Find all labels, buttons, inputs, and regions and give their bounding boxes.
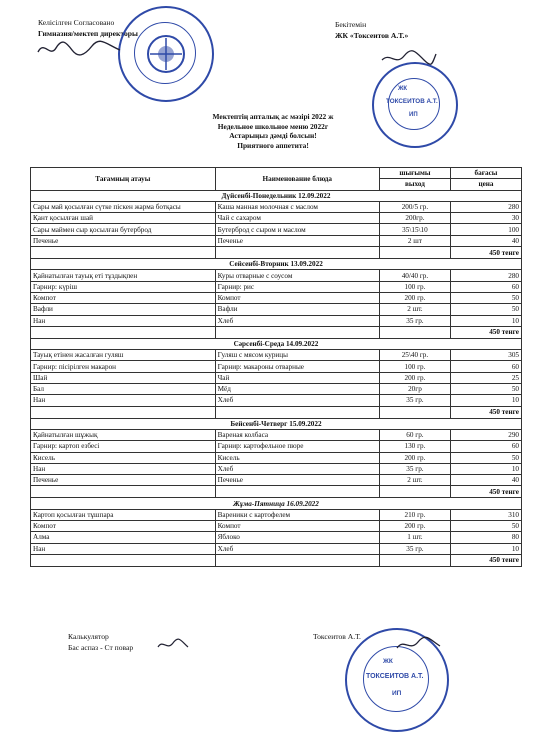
dish-kk: Бал: [31, 384, 216, 395]
day-total-row: [31, 326, 522, 338]
footer-chef: Бас аспаз - Ст повар: [68, 643, 134, 652]
dish-price: 50: [450, 304, 521, 315]
day-total-row: [31, 247, 522, 259]
dish-output: 35 гр.: [379, 543, 450, 554]
day-header-row: [31, 498, 522, 509]
dish-ru: Бутерброд с сыром и маслом: [215, 224, 379, 235]
day-total-row: [31, 554, 522, 566]
stamp-top-ip: ИП: [409, 112, 418, 118]
dish-price: 80: [450, 532, 521, 543]
dish-output: 25\40 гр.: [379, 350, 450, 361]
dish-ru: Кисель: [215, 452, 379, 463]
dish-price: 60: [450, 361, 521, 372]
table-row: [31, 281, 522, 292]
dish-ru: Вареники с картофелем: [215, 509, 379, 520]
dish-price: 10: [450, 543, 521, 554]
menu-table-body: [31, 168, 522, 567]
dish-kk: Гарнир: пісірілген макарон: [31, 361, 216, 372]
empty-cell: [215, 406, 379, 418]
day-name: Бейсенбі-Четверг 15.09.2022: [31, 418, 522, 429]
dish-output: 35 гр.: [379, 463, 450, 474]
day-total: 450 тенге: [450, 247, 521, 259]
dish-ru: Хлеб: [215, 315, 379, 326]
dish-output: 1 шт.: [379, 532, 450, 543]
dish-kk: Компот: [31, 521, 216, 532]
dish-output: 200 гр.: [379, 521, 450, 532]
approval-left-line2: Гимназия/мектеп директоры: [38, 29, 138, 38]
empty-cell: [31, 554, 216, 566]
dish-price: 305: [450, 350, 521, 361]
dish-kk: Нан: [31, 543, 216, 554]
table-row: [31, 463, 522, 474]
dish-ru: Вафли: [215, 304, 379, 315]
header-ru: Наименование блюда: [215, 168, 379, 191]
dish-kk: Сары май қосылған сүтке піскен жарма ботқасы: [31, 201, 216, 212]
table-row: [31, 429, 522, 440]
dish-ru: Печенье: [215, 475, 379, 486]
dish-kk: Компот: [31, 292, 216, 303]
dish-output: 130 гр.: [379, 441, 450, 452]
empty-cell: [31, 326, 216, 338]
dish-kk: Вафли: [31, 304, 216, 315]
dish-ru: Печенье: [215, 235, 379, 246]
dish-kk: Сары маймен сыр қосылған бутерброд: [31, 224, 216, 235]
stamp-bottom-zhk: ЖК: [383, 658, 393, 665]
table-row: [31, 395, 522, 406]
header-out-ru: выход: [379, 179, 450, 190]
stamp-bottom-name: ТОКСЕИТОВ А.Т.: [366, 673, 424, 680]
dish-kk: Печенье: [31, 235, 216, 246]
title-line3: Астарыңыз дәмді болсын!: [229, 131, 317, 141]
dish-output: 200/5 гр.: [379, 201, 450, 212]
stamp-top-name: ТОКСЕИТОВ А.Т.: [386, 98, 438, 105]
dish-price: 60: [450, 441, 521, 452]
dish-output: 35 гр.: [379, 315, 450, 326]
dish-kk: Алма: [31, 532, 216, 543]
school-seal: [118, 6, 214, 102]
approval-left-line1: Келісілген Согласовано: [38, 18, 115, 27]
dish-kk: Қайнатылған тауық еті тұздықпен: [31, 270, 216, 281]
stamp-top-zhk: ЖК: [398, 86, 408, 92]
dish-output: 200 гр.: [379, 452, 450, 463]
table-row: [31, 475, 522, 486]
table-row: [31, 372, 522, 383]
footer-calc: Калькулятор: [68, 632, 109, 641]
dish-kk: Кисель: [31, 452, 216, 463]
empty-cell: [215, 554, 379, 566]
day-header-row: [31, 259, 522, 270]
dish-price: 310: [450, 509, 521, 520]
day-header-row: [31, 338, 522, 349]
table-row: [31, 441, 522, 452]
menu-table: [30, 167, 522, 567]
table-row: [31, 304, 522, 315]
table-row: [31, 201, 522, 212]
dish-ru: Каша манная молочная с маслом: [215, 201, 379, 212]
dish-kk: Картоп қосылған тұшпара: [31, 509, 216, 520]
approval-right-line1: Бекітемін: [335, 20, 367, 29]
day-header-row: [31, 190, 522, 201]
table-row: [31, 292, 522, 303]
dish-ru: Компот: [215, 292, 379, 303]
dish-output: 100 гр.: [379, 281, 450, 292]
dish-output: 200гр.: [379, 213, 450, 224]
dish-output: 60 гр.: [379, 429, 450, 440]
dish-price: 290: [450, 429, 521, 440]
dish-kk: Қант қосылған шай: [31, 213, 216, 224]
dish-ru: Хлеб: [215, 463, 379, 474]
dish-kk: Нан: [31, 315, 216, 326]
dish-output: 100 гр.: [379, 361, 450, 372]
dish-price: 40: [450, 475, 521, 486]
dish-ru: Вареная колбаса: [215, 429, 379, 440]
dish-kk: Нан: [31, 463, 216, 474]
dish-ru: Куры отварные с соусом: [215, 270, 379, 281]
empty-cell: [379, 406, 450, 418]
title-line2: Недельное школьное меню 2022г: [217, 121, 329, 131]
table-row: [31, 532, 522, 543]
empty-cell: [31, 406, 216, 418]
empty-cell: [31, 247, 216, 259]
dish-price: 25: [450, 372, 521, 383]
dish-price: 30: [450, 213, 521, 224]
empty-cell: [379, 247, 450, 259]
dish-price: 100: [450, 224, 521, 235]
dish-kk: Печенье: [31, 475, 216, 486]
day-header-row: [31, 418, 522, 429]
director-signature: [34, 38, 124, 60]
table-row: [31, 384, 522, 395]
day-total-row: [31, 406, 522, 418]
approval-right-line2: ЖК «Токсеитов А.Т.»: [335, 31, 409, 40]
dish-price: 60: [450, 281, 521, 292]
footer-signer: Токсеитов А.Т.: [313, 632, 361, 641]
dish-ru: Компот: [215, 521, 379, 532]
dish-ru: Гарнир: макароны отварные: [215, 361, 379, 372]
dish-output: 2 шт.: [379, 475, 450, 486]
empty-cell: [215, 247, 379, 259]
dish-ru: Гарнир: рис: [215, 281, 379, 292]
dish-price: 40: [450, 235, 521, 246]
header-price-kk: бағасы: [450, 168, 521, 179]
chef-signature: [155, 637, 191, 653]
header-price-ru: цена: [450, 179, 521, 190]
table-row: [31, 213, 522, 224]
day-name: Жұма-Пятница 16.09.2022: [31, 498, 522, 509]
dish-kk: Гарнир: күріш: [31, 281, 216, 292]
dish-output: 35\15\10: [379, 224, 450, 235]
dish-kk: Қайнатылған шұжық: [31, 429, 216, 440]
dish-price: 10: [450, 315, 521, 326]
dish-output: 200 гр.: [379, 372, 450, 383]
table-row: [31, 543, 522, 554]
day-name: Дүйсенбі-Понедельник 12.09.2022: [31, 190, 522, 201]
table-row: [31, 361, 522, 372]
dish-output: 40/40 гр.: [379, 270, 450, 281]
table-row: [31, 452, 522, 463]
footer-left: [68, 631, 133, 653]
dish-kk: Гарнир: картоп езбесі: [31, 441, 216, 452]
title-line4: Приятного аппетита!: [237, 140, 309, 150]
header-row: [31, 168, 522, 179]
table-row: [31, 521, 522, 532]
day-total: 450 тенге: [450, 406, 521, 418]
empty-cell: [215, 486, 379, 498]
dish-ru: Яблоко: [215, 532, 379, 543]
day-total-row: [31, 486, 522, 498]
dish-price: 10: [450, 395, 521, 406]
empty-cell: [31, 486, 216, 498]
dish-ru: Хлеб: [215, 543, 379, 554]
table-row: [31, 350, 522, 361]
dish-ru: Чай с сахаром: [215, 213, 379, 224]
table-row: [31, 270, 522, 281]
dish-price: 50: [450, 452, 521, 463]
dish-price: 280: [450, 201, 521, 212]
day-total: 450 тенге: [450, 326, 521, 338]
dish-kk: Тауық етінен жасалған гуляш: [31, 350, 216, 361]
header-out-kk: шығымы: [379, 168, 450, 179]
table-row: [31, 235, 522, 246]
day-total: 450 тенге: [450, 554, 521, 566]
dish-kk: Шай: [31, 372, 216, 383]
header-kk: Тағамның атауы: [31, 168, 216, 191]
empty-cell: [379, 326, 450, 338]
stamp-bottom-ip: ИП: [392, 690, 402, 697]
dish-output: 2 шт: [379, 235, 450, 246]
dish-ru: Чай: [215, 372, 379, 383]
dish-kk: Нан: [31, 395, 216, 406]
empty-cell: [379, 486, 450, 498]
dish-ru: Гарнир: картофельное пюре: [215, 441, 379, 452]
dish-price: 50: [450, 292, 521, 303]
dish-output: 210 гр.: [379, 509, 450, 520]
bottom-signature: [394, 636, 444, 654]
dish-output: 200 гр.: [379, 292, 450, 303]
day-name: Сейсенбі-Вторник 13.09.2022: [31, 259, 522, 270]
dish-ru: Гуляш с мясом курицы: [215, 350, 379, 361]
dish-ru: Хлеб: [215, 395, 379, 406]
day-name: Сәрсенбі-Среда 14.09.2022: [31, 338, 522, 349]
approval-right: [335, 19, 408, 41]
menu-title: [150, 112, 396, 150]
dish-ru: Мёд: [215, 384, 379, 395]
dish-price: 280: [450, 270, 521, 281]
dish-output: 35 гр.: [379, 395, 450, 406]
table-row: [31, 315, 522, 326]
table-row: [31, 224, 522, 235]
dish-price: 10: [450, 463, 521, 474]
title-line1: Мектептің апталық ас мәзірі 2022 ж: [212, 112, 334, 121]
dish-price: 50: [450, 384, 521, 395]
table-row: [31, 509, 522, 520]
empty-cell: [215, 326, 379, 338]
dish-output: 2 шт.: [379, 304, 450, 315]
day-total: 450 тенге: [450, 486, 521, 498]
dish-output: 20гр: [379, 384, 450, 395]
dish-price: 50: [450, 521, 521, 532]
empty-cell: [379, 554, 450, 566]
